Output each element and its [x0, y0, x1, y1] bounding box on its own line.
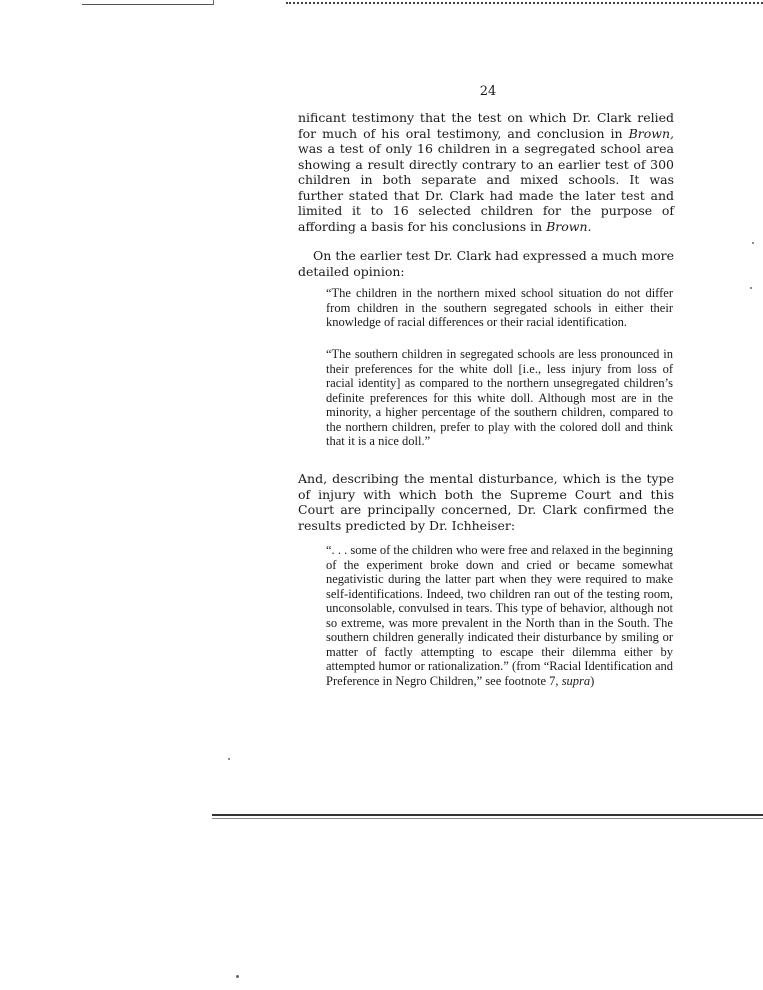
paragraph-1-text-b: was a test of only 16 children in a segregated school area showing a result directly contrary to an earlier test of 300 children in both separate and mixed schools. It was further stated that Dr. Clark had made the later test and limited it to 16 selected children for the purpose of affording a basis for his conclusions in	[298, 141, 674, 234]
top-left-rule-tick	[213, 0, 214, 5]
paragraph-1	[298, 110, 674, 234]
block-quote-2	[326, 347, 673, 449]
scan-speck	[228, 758, 230, 760]
paragraph-3-text: And, describing the mental disturbance, which is the type of injury with which both the Supreme Court and this Court are principally concerned, Dr. Clark confirmed the results predicted by Dr. Ichheiser:	[298, 471, 674, 533]
block-quote-1	[326, 286, 673, 330]
quote-1-text: “The children in the northern mixed school situation do not differ from children in the southern segregated schools in either their knowledge of racial differences or their racial identification.	[326, 286, 673, 329]
quote-3-text: “. . . some of the children who were free and relaxed in the beginning of the experiment broke down and cried or became somewhat negativistic during the latter part when they were required to make self-identifications. Indeed, two children ran out of the testing room, unconsolable, convulsed in tears. This type of behavior, although not so extreme, was more prevalent in the North than in the South. The southern children generally indicated their disturbance by smiling or matter of factly attempting to escape their dilemma either by attempted humor or rationalization.” (from “Racial Identification and Preference in Negro Children,” see footnote 7,	[326, 543, 673, 688]
case-name-brown-2: Brown.	[546, 218, 592, 234]
paragraph-1-text-a: nificant testimony that the test on which Dr. Clark relied for much of his oral testimony, and conclusion in	[298, 110, 674, 141]
paragraph-2-text: On the earlier test Dr. Clark had expressed a much more detailed opinion:	[298, 248, 674, 279]
paragraph-3	[298, 471, 674, 533]
quote-3-tail: )	[590, 673, 595, 688]
top-left-rule	[82, 4, 214, 5]
scan-speck	[752, 242, 754, 244]
block-quote-3	[326, 543, 673, 688]
quote-2-text: “The southern children in segregated schools are less pronounced in their preferences for the white doll [i.e., less injury from loss of racial identity] as compared to the northern unsegregated children’s definite preferences for this white doll. Although most are in the minority, a higher percentage of the southern children, compared to the northern children, prefer to play with the colored doll and think that it is a nice doll.”	[326, 347, 673, 448]
case-name-brown: Brown,	[628, 125, 674, 141]
page-number: 24	[479, 84, 497, 99]
bottom-rule-thin	[212, 818, 763, 819]
scan-speck	[750, 287, 752, 289]
paragraph-2	[298, 248, 674, 279]
top-dotted-rule	[286, 0, 763, 4]
bottom-rule	[212, 814, 763, 816]
supra-italic: supra	[561, 673, 591, 688]
scan-speck	[236, 975, 239, 978]
